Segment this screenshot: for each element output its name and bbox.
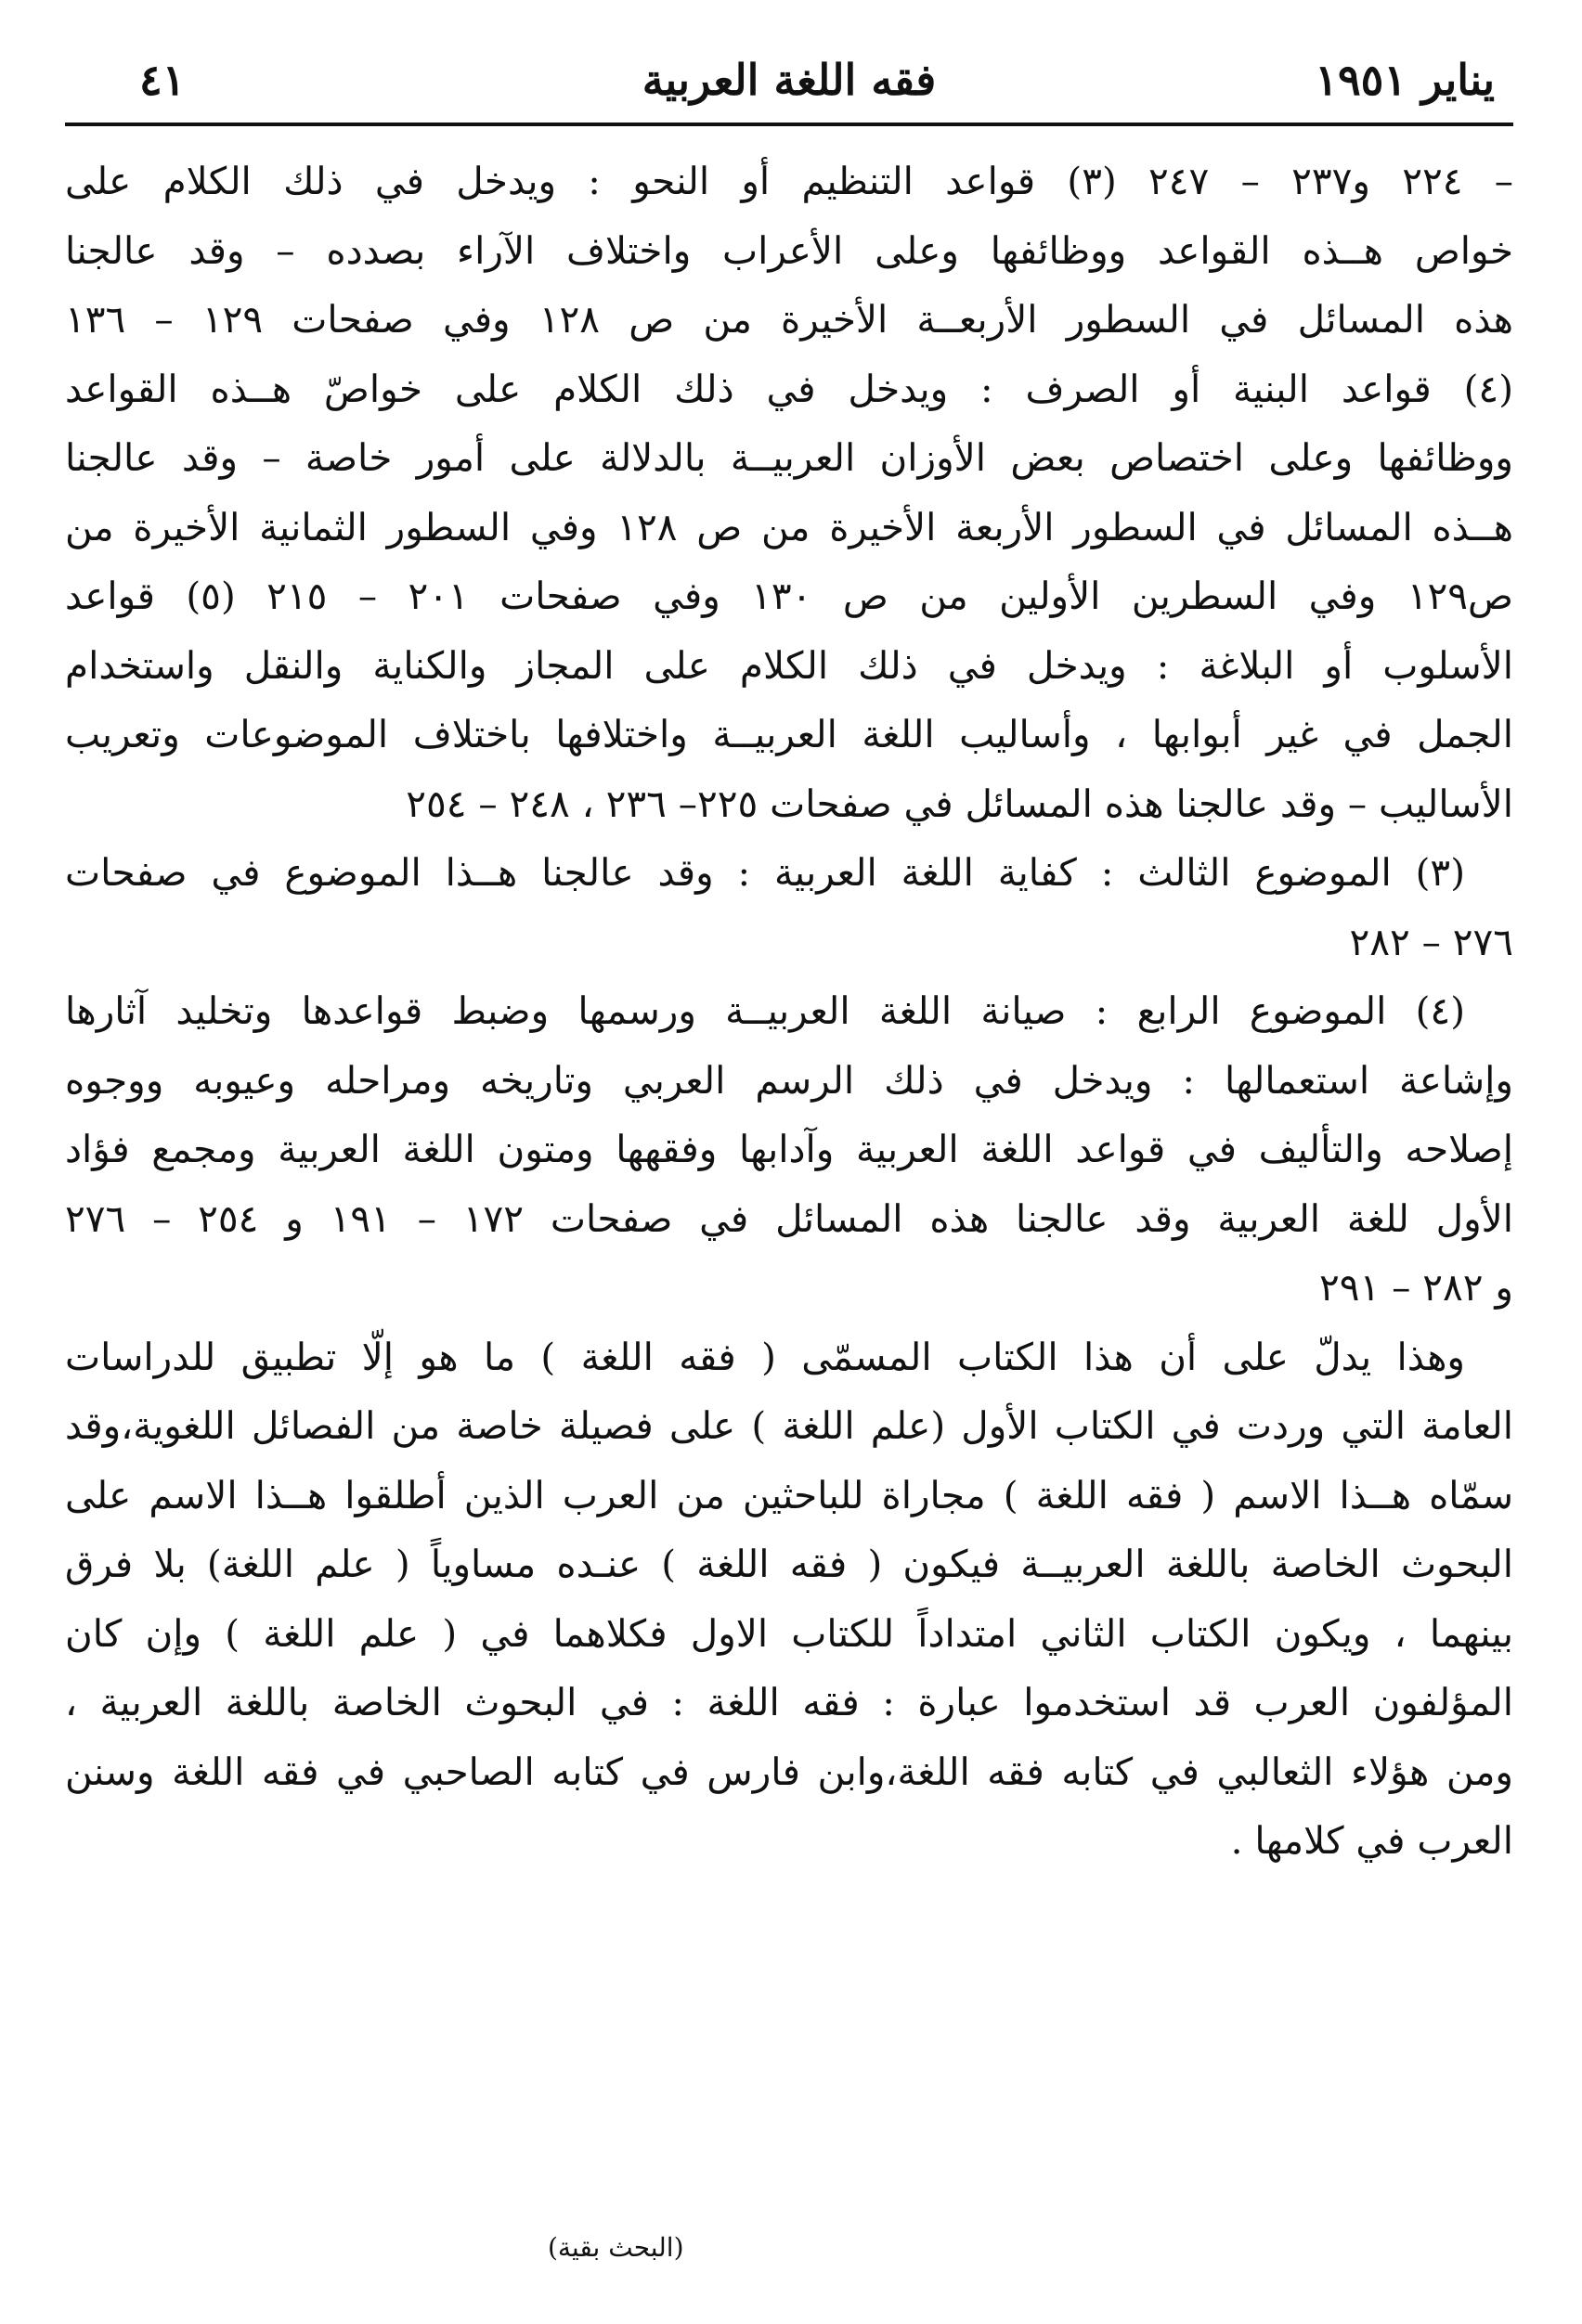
header-title: فقه اللغة العربية bbox=[642, 55, 937, 105]
text-line: ٢٧٦ – ٢٨٢ bbox=[1349, 919, 1513, 964]
paragraph bbox=[65, 1323, 1513, 1876]
text-line: خواص هــذه القواعد ووظائفها وعلى الأعراب واختلاف الآراء بصدده – وقد عالجنا bbox=[65, 227, 1513, 273]
text-line: هذه المسائل في السطور الأربعــة الأخيرة من ص ١٢٨ وفي صفحات ١٢٩ – ١٣٦ bbox=[65, 297, 1513, 342]
text-line: إصلاحه والتأليف في قواعد اللغة العربية وآدابها وفقهها ومتون اللغة العربية ومجمع فؤاد bbox=[65, 1127, 1513, 1171]
text-line: العرب في كلامها . bbox=[1230, 1818, 1513, 1863]
paragraph bbox=[65, 147, 1513, 838]
continuation-note: (البحث بقية) bbox=[548, 2232, 684, 2263]
text-line: الأول للغة العربية وقد عالجنا هذه المسائل في صفحات ١٧٢ – ١٩١ و ٢٥٤ – ٢٧٦ bbox=[65, 1195, 1513, 1241]
text-line: العامة التي وردت في الكتاب الأول (علم اللغة ) على فصيلة خاصة من الفصائل اللغوية،وقد bbox=[65, 1403, 1513, 1448]
text-line: المؤلفون العرب قد استخدموا عبارة : فقه اللغة : في البحوث الخاصة باللغة العربية ، bbox=[65, 1680, 1513, 1724]
text-line: سمّاه هــذا الاسم ( فقه اللغة ) مجاراة للباحثين من العرب الذين أطلقوا هــذا الاسم على bbox=[65, 1472, 1513, 1517]
text-line: الأسلوب أو البلاغة : ويدخل في ذلك الكلام على المجاز والكناية والنقل واستخدام bbox=[65, 642, 1513, 688]
text-line: و ٢٨٢ – ٢٩١ bbox=[1319, 1265, 1513, 1310]
text-line: وهذا يدلّ على أن هذا الكتاب المسمّى ( فقه اللغة ) ما هو إلّا تطبيق للدراسات bbox=[65, 1334, 1465, 1379]
text-line: الأساليب – وقد عالجنا هذه المسائل في صفحات ٢٢٥– ٢٣٦ ، ٢٤٨ – ٢٥٤ bbox=[406, 781, 1513, 826]
text-line: هــذه المسائل في السطور الأربعة الأخيرة من ص ١٢٨ وفي السطور الثمانية الأخيرة من bbox=[65, 504, 1513, 549]
text-line: بينهما ، ويكون الكتاب الثاني امتداداً للكتاب الاول فكلاهما في ( علم اللغة ) وإن كان bbox=[65, 1610, 1513, 1656]
text-line: (٤) الموضوع الرابع : صيانة اللغة العربيــة ورسمها وضبط قواعدها وتخليد آثارها bbox=[65, 988, 1465, 1033]
text-line: ص١٢٩ وفي السطرين الأولين من ص ١٣٠ وفي صفحات ٢٠١ – ٢١٥ (٥) قواعد bbox=[65, 574, 1513, 618]
page-number: ٤١ bbox=[139, 55, 186, 105]
text-line: البحوث الخاصة باللغة العربيــة فيكون ( فقه اللغة ) عنـده مساوياً ( علم اللغة) بلا فرق bbox=[65, 1542, 1513, 1586]
text-line: وإشاعة استعمالها : ويدخل في ذلك الرسم العربي وتاريخه ومراحله وعيوبه ووجوه bbox=[65, 1057, 1513, 1103]
text-line: ومن هؤلاء الثعالبي في كتابه فقه اللغة،وابن فارس في كتابه الصاحبي في فقه اللغة وسنن bbox=[65, 1749, 1513, 1794]
text-line: ووظائفها وعلى اختصاص بعض الأوزان العربيــة بالدلالة على أمور خاصة – وقد عالجنا bbox=[65, 435, 1513, 480]
page-body bbox=[65, 147, 1513, 1876]
document-page bbox=[65, 37, 1513, 2283]
running-header bbox=[65, 37, 1513, 126]
text-line: (٤) قواعد البنية أو الصرف : ويدخل في ذلك الكلام على خواصّ هــذه القواعد bbox=[65, 366, 1513, 411]
paragraph bbox=[65, 976, 1513, 1323]
text-line: – ٢٢٤ و٢٣٧ – ٢٤٧ (٣) قواعد التنظيم أو النحو : ويدخل في ذلك الكلام على bbox=[65, 159, 1513, 203]
text-line: الجمل في غير أبوابها ، وأساليب اللغة العربيــة واختلافها باختلاف الموضوعات وتعريب bbox=[65, 712, 1513, 756]
text-line: (٣) الموضوع الثالث : كفاية اللغة العربية : وقد عالجنا هــذا الموضوع في صفحات bbox=[65, 850, 1465, 895]
paragraph bbox=[65, 838, 1513, 976]
header-date: يناير ١٩٥١ bbox=[1315, 55, 1495, 105]
